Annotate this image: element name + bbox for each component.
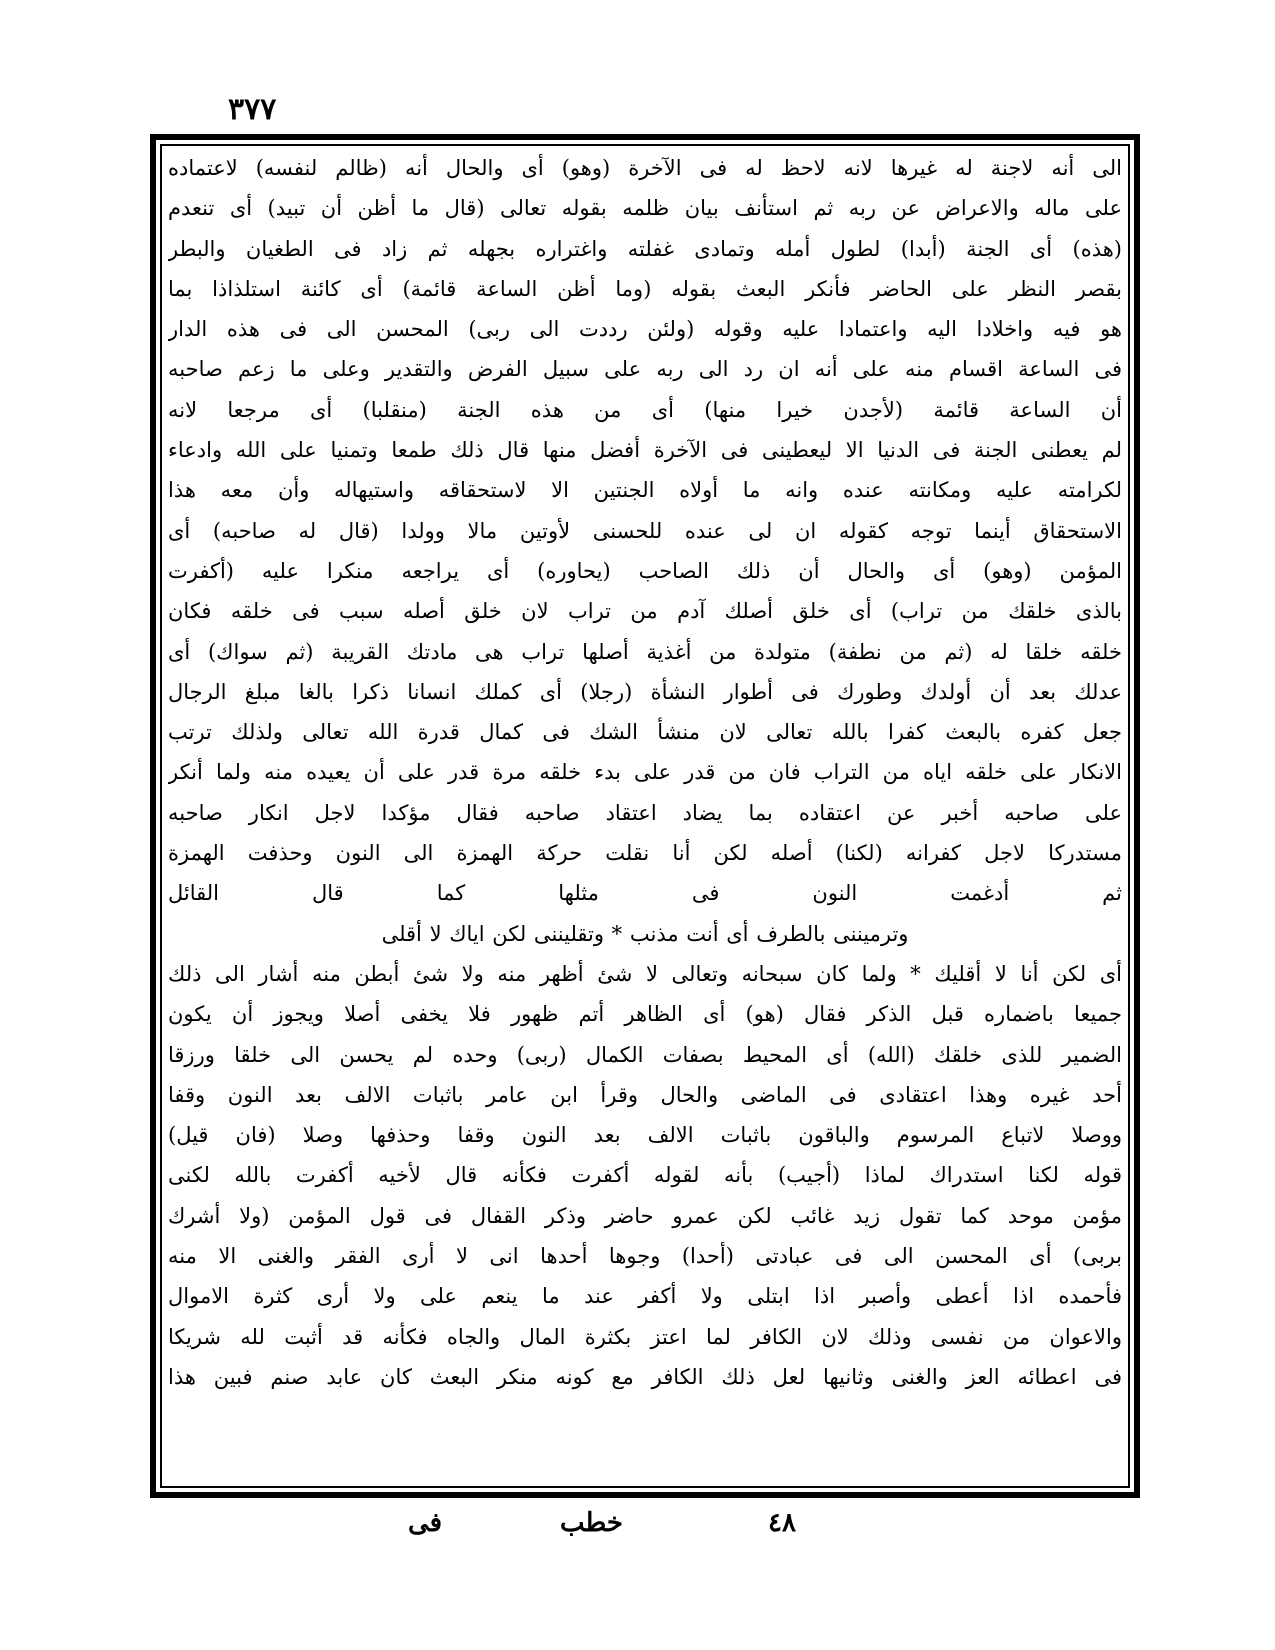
text-line: (هذه) أى الجنة (أبدا) لطول أمله وتمادى غفلته واغتراره بجهله ثم زاد فى الطغيان والبطر xyxy=(168,236,1122,261)
text-line: على ماله والاعراض عن ربه ثم استأنف بيان ظلمه بقوله تعالى (قال ما أظن أن تبيد) أى تنعدم xyxy=(168,196,1122,221)
text-line: مستدركا لاجل كفرانه (لكنا) أصله لكن أنا نقلت حركة الهمزة الى النون وحذفت الهمزة xyxy=(168,841,1122,866)
text-line: أن الساعة قائمة (لأجدن خيرا منها) أى من هذه الجنة (منقلبا) أى مرجعا لانه xyxy=(168,397,1122,422)
text-line: بقصر النظر على الحاضر فأنكر البعث بقوله (وما أظن الساعة قائمة) أى كائنة استلذاذا بما xyxy=(168,276,1122,301)
text-line: بالذى خلقك من تراب) أى خلق أصلك آدم من تراب لان خلق أصله سبب فى خلقه فكان xyxy=(168,599,1122,624)
poetry-verse: وترميننى بالطرف أى أنت مذنب * وتقليننى لكن اياك لا أقلى xyxy=(381,921,909,946)
text-line: الى أنه لاجنة له غيرها لانه لاحظ له فى الآخرة (وهو) أى والحال أنه (ظالم لنفسه) لاعتماده xyxy=(168,156,1122,180)
text-line: مؤمن موحد كما تقول زيد غائب لكن عمرو حاضر وذكر القفال فى قول المؤمن (ولا أشرك xyxy=(168,1203,1122,1228)
text-line: أى لكن أنا لا أقليك * ولما كان سبحانه وتعالى لا شئ أظهر منه ولا شئ أبطن منه أشار الى ذلك xyxy=(168,961,1122,986)
text-line: لكرامته عليه ومكانته عنده وانه ما أولاه الجنتين الا لاستحقاقه واستيهاله وأن معه هذا xyxy=(168,478,1122,503)
text-line: هو فيه واخلادا اليه واعتمادا عليه وقوله (ولئن رددت الى ربى) المحسن الى فى هذه الدار xyxy=(168,317,1122,342)
text-line: فى اعطائه العز والغنى وثانيها لعل ذلك الكافر مع كونه منكر البعث كان عابد صنم فبين هذا xyxy=(168,1364,1122,1389)
catchword: فى xyxy=(408,1508,443,1538)
text-line: فأحمده اذا أعطى وأصبر اذا ابتلى ولا أكفر عند ما ينعم على ولا أرى كثرة الاموال xyxy=(168,1284,1122,1309)
catchword: خطب xyxy=(560,1508,623,1538)
text-line: ثم أدغمت النون فى مثلها كما قال القائل xyxy=(168,881,1122,906)
text-line: ووصلا لاتباع المرسوم والباقون باثبات الالف بعد النون وقفا وحذفها وصلا (فان قيل) xyxy=(168,1123,1122,1148)
page-number: ٣٧٧ xyxy=(228,92,277,127)
text-line: الضمير للذى خلقك (الله) أى المحيط بصفات الكمال (ربى) وحده لم يحسن الى خلقا ورزقا xyxy=(168,1042,1122,1067)
text-line: الانكار على خلقه اياه من التراب فان من قدر على بدء خلقه مرة قدر على أن يعيده منه ولما أنكر xyxy=(168,760,1122,785)
text-line: خلقه خلقا له (ثم من نطفة) متولدة من أغذية أصلها تراب هى مادتك القريبة (ثم سواك) أى xyxy=(168,639,1122,664)
text-line: على صاحبه أخبر عن اعتقاده بما يضاد اعتقاد صاحبه فقال مؤكدا لاجل انكار صاحبه xyxy=(168,800,1122,825)
text-line: جميعا باضماره قبل الذكر فقال (هو) أى الظاهر أتم ظهور فلا يخفى أصلا ويجوز أن يكون xyxy=(168,1002,1122,1027)
signature-number: ٤٨ xyxy=(768,1508,796,1538)
text-line: الاستحقاق أينما توجه كقوله ان لى عنده للحسنى لأوتين مالا وولدا (قال له صاحبه) أى xyxy=(168,518,1122,543)
text-line: قوله لكنا استدراك لماذا (أجيب) بأنه لقوله أكفرت فكأنه قال لأخيه أكفرت بالله لكنى xyxy=(168,1163,1122,1188)
text-line: أحد غيره وهذا اعتقادى فى الماضى والحال وقرأ ابن عامر باثبات الالف بعد النون وقفا xyxy=(168,1082,1122,1107)
text-line: عدلك بعد أن أولدك وطورك فى أطوار النشأة (رجلا) أى كملك انسانا ذكرا بالغا مبلغ الرجال xyxy=(168,679,1122,704)
text-line: المؤمن (وهو) أى والحال أن ذلك الصاحب (يحاوره) أى يراجعه منكرا عليه (أكفرت xyxy=(168,558,1122,583)
text-line: لم يعطنى الجنة فى الدنيا الا ليعطينى فى الآخرة أفضل منها قال ذلك طمعا وتمنيا على الله وادعاء xyxy=(168,438,1122,463)
text-line: بربى) أى المحسن الى فى عبادتى (أحدا) وجوها أحدها انى لا أرى الفقر والغنى الا منه xyxy=(168,1244,1122,1269)
text-line: جعل كفره بالبعث كفرا بالله تعالى لان منشأ الشك فى كمال قدرة الله تعالى ولذلك ترتب xyxy=(168,720,1122,745)
text-line: فى الساعة اقسام منه على أنه ان رد الى ربه على سبيل الفرض والتقدير وعلى ما زعم صاحبه xyxy=(168,357,1122,382)
main-text-body xyxy=(168,148,1122,1484)
text-line: والاعوان من نفسى وذلك لان الكافر لما اعتز بكثرة المال والجاه فكأنه قد أثبت لله شريكا xyxy=(168,1324,1122,1349)
